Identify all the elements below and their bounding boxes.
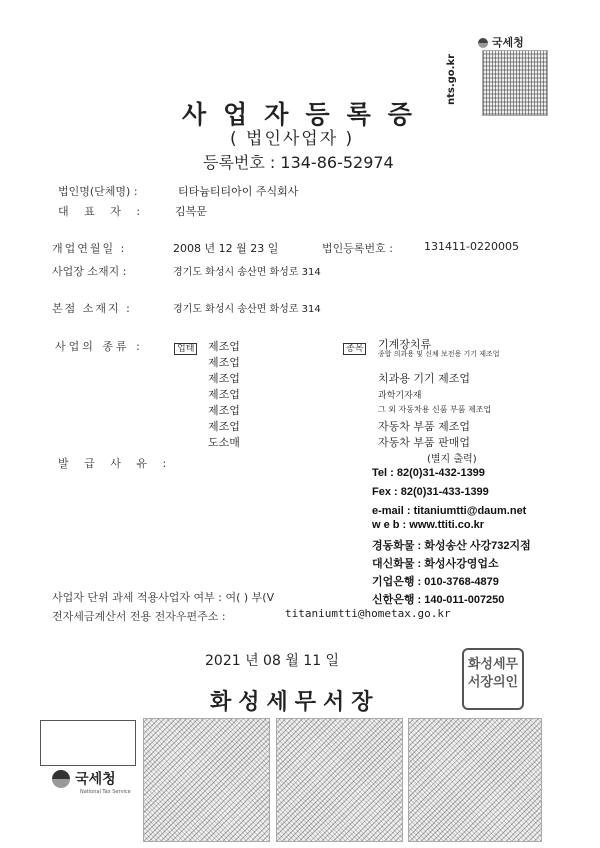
biz-item-7: 자동차 부품 판매업 [378, 436, 471, 449]
contact-shinhan: 신한은행 : 140-011-007250 [372, 594, 505, 606]
type-tag [174, 336, 197, 355]
bottom-logo-name: 국세청 [75, 771, 116, 788]
e-tax-email: titaniumtti@hometax.go.kr [285, 607, 451, 620]
biz-addr: 경기도 화성시 송산면 화성로 314 [173, 267, 321, 278]
bottom-logo [52, 768, 131, 795]
contact-fax: Fex : 82(0)31-433-1399 [372, 486, 489, 498]
e-tax-email-label: 전자세금계산서 전용 전자우편주소 : [52, 610, 226, 623]
nts-vertical-text: nts.go.kr [446, 53, 457, 105]
reason-label: 발 급 사 유 : [58, 457, 173, 470]
hq-addr-label: 본점 소재지 : [52, 302, 132, 315]
contact-ibk: 기업은행 : 010-3768-4879 [372, 576, 499, 588]
bottom-logo-sub: National Tax Service [80, 788, 131, 795]
rep-label: 대 표 자 : [58, 205, 147, 218]
open-date-label: 개업연월일 : [52, 242, 127, 255]
corp-name-label: 법인명(단체명) : [58, 185, 138, 198]
biz-type-4: 제조업 [208, 388, 240, 401]
contact-daesin: 대신화물 : 화성사강영업소 [372, 558, 499, 570]
biz-type-6: 제조업 [208, 420, 240, 433]
biz-item-6: 자동차 부품 제조업 [378, 420, 471, 433]
subtitle: ( 법인사업자 ) [230, 129, 355, 149]
contact-web: w e b : www.ttiti.co.kr [372, 519, 485, 531]
taegeuk-icon [478, 38, 488, 48]
contact-tel: Tel : 82(0)31-432-1399 [372, 467, 485, 479]
tax-office: 화성세무서장 [210, 690, 380, 715]
security-pattern-2 [276, 718, 403, 842]
biz-item-2: 종합 의과용 및 신체 보전용 기기 제조업 [378, 350, 500, 358]
biz-item-5: 그 외 자동차용 신품 부품 제조업 [378, 405, 492, 414]
biz-item-4: 과학기자재 [378, 391, 422, 401]
seal-line-1: 화성세무 [467, 657, 519, 672]
tax-unit: 사업자 단위 과세 적용사업자 여부 : 여( ) 부(V [52, 591, 275, 604]
item-tag [343, 336, 366, 355]
header-logo [478, 34, 524, 50]
official-seal [462, 648, 524, 710]
biz-type-3: 제조업 [208, 372, 240, 385]
blank-box [40, 720, 136, 766]
biz-type-label: 사업의 종류 : [55, 340, 143, 353]
open-date: 2008 년 12 월 23 일 [173, 242, 279, 255]
biz-type-5: 제조업 [208, 404, 240, 417]
registration-number: 등록번호 : 134-86-52974 [203, 153, 394, 172]
item-tag-text: 종목 [343, 343, 366, 355]
seal-line-2: 서장의인 [467, 675, 519, 690]
page-title: 사업자등록증 [182, 100, 429, 129]
biz-item-3: 치과용 기기 제조업 [378, 372, 471, 385]
hq-addr: 경기도 화성시 송산면 화성로 314 [173, 304, 321, 315]
qr-code [482, 50, 548, 116]
security-pattern-3 [408, 718, 542, 842]
contact-email: e-mail : titaniumtti@daum.net [372, 505, 527, 517]
corp-name: 티타늄티티아이 주식회사 [178, 185, 299, 198]
rep-name: 김복문 [175, 205, 207, 218]
security-pattern-1 [143, 718, 270, 842]
separate-print: (별지 출력) [427, 454, 477, 465]
header-logo-text: 국세청 [491, 36, 524, 49]
taegeuk-icon [52, 770, 70, 788]
type-tag-text: 업태 [174, 343, 197, 355]
biz-type-1: 제조업 [208, 340, 240, 353]
biz-type-7: 도소매 [208, 436, 240, 449]
contact-kyungdong: 경동화물 : 화성송산 사강732지점 [372, 540, 531, 552]
biz-addr-label: 사업장 소재지 : [52, 265, 127, 278]
corp-reg-label: 법인등록번호 : [322, 242, 393, 255]
biz-item-1: 기계장치류 [378, 338, 432, 351]
corp-reg: 131411-0220005 [424, 240, 519, 253]
issue-date: 2021 년 08 월 11 일 [205, 653, 340, 669]
biz-type-2: 제조업 [208, 356, 240, 369]
